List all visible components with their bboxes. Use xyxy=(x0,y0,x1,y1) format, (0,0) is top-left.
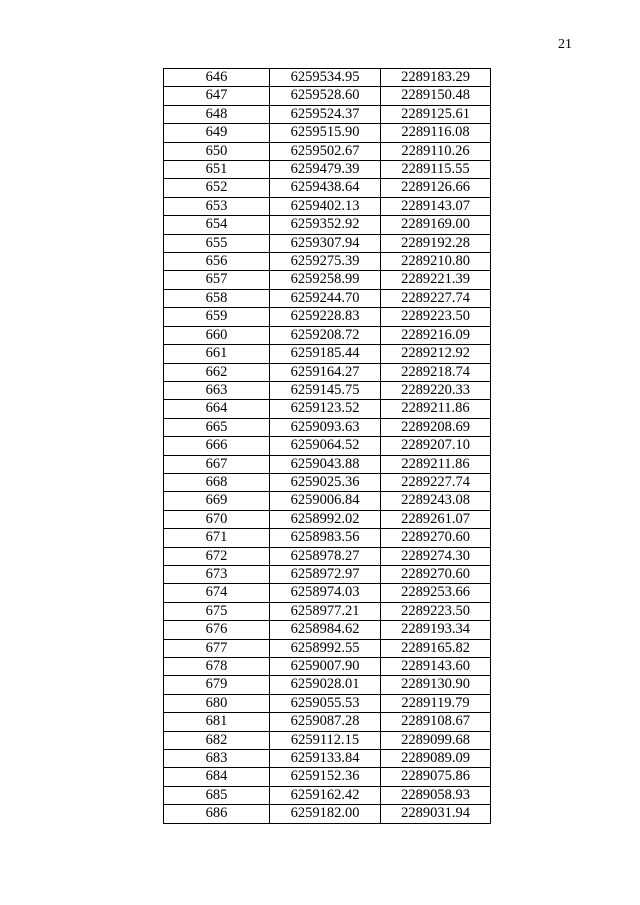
table-row xyxy=(164,547,491,565)
table-row xyxy=(164,418,491,436)
x-coordinate-cell: 6259524.37 xyxy=(270,105,381,123)
point-number-cell: 667 xyxy=(164,455,270,473)
x-coordinate-cell: 6259123.52 xyxy=(270,400,381,418)
point-number-cell: 659 xyxy=(164,308,270,326)
table-row xyxy=(164,584,491,602)
x-coordinate-cell: 6259515.90 xyxy=(270,124,381,142)
y-coordinate-cell: 2289261.07 xyxy=(381,510,491,528)
x-coordinate-cell: 6259145.75 xyxy=(270,381,381,399)
point-number-cell: 650 xyxy=(164,142,270,160)
table-row xyxy=(164,473,491,491)
table-row xyxy=(164,197,491,215)
x-coordinate-cell: 6259093.63 xyxy=(270,418,381,436)
x-coordinate-cell: 6259025.36 xyxy=(270,473,381,491)
x-coordinate-cell: 6259164.27 xyxy=(270,363,381,381)
point-number-cell: 671 xyxy=(164,529,270,547)
y-coordinate-cell: 2289031.94 xyxy=(381,805,491,823)
table-row xyxy=(164,658,491,676)
point-number-cell: 683 xyxy=(164,750,270,768)
y-coordinate-cell: 2289143.07 xyxy=(381,197,491,215)
y-coordinate-cell: 2289270.60 xyxy=(381,565,491,583)
x-coordinate-cell: 6259228.83 xyxy=(270,308,381,326)
y-coordinate-cell: 2289108.67 xyxy=(381,713,491,731)
point-number-cell: 680 xyxy=(164,694,270,712)
y-coordinate-cell: 2289150.48 xyxy=(381,87,491,105)
y-coordinate-cell: 2289125.61 xyxy=(381,105,491,123)
table-row xyxy=(164,786,491,804)
x-coordinate-cell: 6258992.02 xyxy=(270,510,381,528)
x-coordinate-cell: 6259162.42 xyxy=(270,786,381,804)
table-row xyxy=(164,87,491,105)
point-number-cell: 666 xyxy=(164,437,270,455)
point-number-cell: 679 xyxy=(164,676,270,694)
point-number-cell: 646 xyxy=(164,69,270,87)
point-number-cell: 662 xyxy=(164,363,270,381)
table-row xyxy=(164,216,491,234)
x-coordinate-cell: 6259055.53 xyxy=(270,694,381,712)
x-coordinate-cell: 6258974.03 xyxy=(270,584,381,602)
y-coordinate-cell: 2289143.60 xyxy=(381,658,491,676)
point-number-cell: 664 xyxy=(164,400,270,418)
x-coordinate-cell: 6259064.52 xyxy=(270,437,381,455)
table-row xyxy=(164,381,491,399)
y-coordinate-cell: 2289193.34 xyxy=(381,621,491,639)
point-number-cell: 663 xyxy=(164,381,270,399)
y-coordinate-cell: 2289075.86 xyxy=(381,768,491,786)
x-coordinate-cell: 6259152.36 xyxy=(270,768,381,786)
y-coordinate-cell: 2289126.66 xyxy=(381,179,491,197)
y-coordinate-cell: 2289216.09 xyxy=(381,326,491,344)
table-row xyxy=(164,400,491,418)
table-row xyxy=(164,271,491,289)
x-coordinate-cell: 6259352.92 xyxy=(270,216,381,234)
point-number-cell: 675 xyxy=(164,602,270,620)
y-coordinate-cell: 2289208.69 xyxy=(381,418,491,436)
table-row xyxy=(164,326,491,344)
table-row xyxy=(164,510,491,528)
point-number-cell: 668 xyxy=(164,473,270,491)
point-number-cell: 676 xyxy=(164,621,270,639)
y-coordinate-cell: 2289110.26 xyxy=(381,142,491,160)
table-row xyxy=(164,602,491,620)
y-coordinate-cell: 2289183.29 xyxy=(381,69,491,87)
y-coordinate-cell: 2289211.86 xyxy=(381,455,491,473)
table-row xyxy=(164,639,491,657)
y-coordinate-cell: 2289192.28 xyxy=(381,234,491,252)
table-row xyxy=(164,731,491,749)
y-coordinate-cell: 2289220.33 xyxy=(381,381,491,399)
x-coordinate-cell: 6258984.62 xyxy=(270,621,381,639)
x-coordinate-cell: 6259528.60 xyxy=(270,87,381,105)
table-row xyxy=(164,105,491,123)
x-coordinate-cell: 6259185.44 xyxy=(270,345,381,363)
y-coordinate-cell: 2289130.90 xyxy=(381,676,491,694)
point-number-cell: 681 xyxy=(164,713,270,731)
table-row xyxy=(164,455,491,473)
point-number-cell: 661 xyxy=(164,345,270,363)
table-row xyxy=(164,492,491,510)
table-row xyxy=(164,308,491,326)
y-coordinate-cell: 2289227.74 xyxy=(381,289,491,307)
y-coordinate-cell: 2289165.82 xyxy=(381,639,491,657)
x-coordinate-cell: 6259502.67 xyxy=(270,142,381,160)
coordinates-table-body xyxy=(164,69,491,824)
table-row xyxy=(164,234,491,252)
x-coordinate-cell: 6259006.84 xyxy=(270,492,381,510)
x-coordinate-cell: 6259087.28 xyxy=(270,713,381,731)
table-row xyxy=(164,437,491,455)
y-coordinate-cell: 2289099.68 xyxy=(381,731,491,749)
y-coordinate-cell: 2289218.74 xyxy=(381,363,491,381)
point-number-cell: 686 xyxy=(164,805,270,823)
point-number-cell: 651 xyxy=(164,161,270,179)
y-coordinate-cell: 2289089.09 xyxy=(381,750,491,768)
page-number: 21 xyxy=(558,37,572,52)
table-row xyxy=(164,565,491,583)
y-coordinate-cell: 2289221.39 xyxy=(381,271,491,289)
y-coordinate-cell: 2289169.00 xyxy=(381,216,491,234)
x-coordinate-cell: 6259258.99 xyxy=(270,271,381,289)
y-coordinate-cell: 2289115.55 xyxy=(381,161,491,179)
y-coordinate-cell: 2289211.86 xyxy=(381,400,491,418)
point-number-cell: 660 xyxy=(164,326,270,344)
y-coordinate-cell: 2289223.50 xyxy=(381,602,491,620)
table-row xyxy=(164,363,491,381)
x-coordinate-cell: 6259133.84 xyxy=(270,750,381,768)
x-coordinate-cell: 6259043.88 xyxy=(270,455,381,473)
point-number-cell: 677 xyxy=(164,639,270,657)
y-coordinate-cell: 2289210.80 xyxy=(381,253,491,271)
x-coordinate-cell: 6258983.56 xyxy=(270,529,381,547)
table-row xyxy=(164,676,491,694)
table-row xyxy=(164,713,491,731)
point-number-cell: 654 xyxy=(164,216,270,234)
table-row xyxy=(164,161,491,179)
point-number-cell: 670 xyxy=(164,510,270,528)
y-coordinate-cell: 2289270.60 xyxy=(381,529,491,547)
x-coordinate-cell: 6259028.01 xyxy=(270,676,381,694)
y-coordinate-cell: 2289058.93 xyxy=(381,786,491,804)
y-coordinate-cell: 2289243.08 xyxy=(381,492,491,510)
y-coordinate-cell: 2289212.92 xyxy=(381,345,491,363)
table-row xyxy=(164,529,491,547)
point-number-cell: 657 xyxy=(164,271,270,289)
table-row xyxy=(164,805,491,823)
table-row xyxy=(164,253,491,271)
y-coordinate-cell: 2289227.74 xyxy=(381,473,491,491)
point-number-cell: 684 xyxy=(164,768,270,786)
x-coordinate-cell: 6259244.70 xyxy=(270,289,381,307)
table-row xyxy=(164,142,491,160)
point-number-cell: 653 xyxy=(164,197,270,215)
table-row xyxy=(164,621,491,639)
x-coordinate-cell: 6258978.27 xyxy=(270,547,381,565)
y-coordinate-cell: 2289116.08 xyxy=(381,124,491,142)
x-coordinate-cell: 6259438.64 xyxy=(270,179,381,197)
y-coordinate-cell: 2289253.66 xyxy=(381,584,491,602)
point-number-cell: 652 xyxy=(164,179,270,197)
point-number-cell: 674 xyxy=(164,584,270,602)
x-coordinate-cell: 6259307.94 xyxy=(270,234,381,252)
x-coordinate-cell: 6259182.00 xyxy=(270,805,381,823)
point-number-cell: 678 xyxy=(164,658,270,676)
point-number-cell: 649 xyxy=(164,124,270,142)
table-row xyxy=(164,750,491,768)
x-coordinate-cell: 6259479.39 xyxy=(270,161,381,179)
point-number-cell: 656 xyxy=(164,253,270,271)
table-row xyxy=(164,345,491,363)
point-number-cell: 655 xyxy=(164,234,270,252)
x-coordinate-cell: 6258977.21 xyxy=(270,602,381,620)
point-number-cell: 669 xyxy=(164,492,270,510)
point-number-cell: 673 xyxy=(164,565,270,583)
coordinates-table xyxy=(163,68,491,824)
table-row xyxy=(164,124,491,142)
y-coordinate-cell: 2289274.30 xyxy=(381,547,491,565)
x-coordinate-cell: 6258972.97 xyxy=(270,565,381,583)
table-row xyxy=(164,289,491,307)
point-number-cell: 648 xyxy=(164,105,270,123)
point-number-cell: 647 xyxy=(164,87,270,105)
table-row xyxy=(164,69,491,87)
x-coordinate-cell: 6259007.90 xyxy=(270,658,381,676)
point-number-cell: 665 xyxy=(164,418,270,436)
table-row xyxy=(164,694,491,712)
x-coordinate-cell: 6259534.95 xyxy=(270,69,381,87)
point-number-cell: 685 xyxy=(164,786,270,804)
point-number-cell: 658 xyxy=(164,289,270,307)
point-number-cell: 672 xyxy=(164,547,270,565)
table-row xyxy=(164,768,491,786)
y-coordinate-cell: 2289207.10 xyxy=(381,437,491,455)
y-coordinate-cell: 2289119.79 xyxy=(381,694,491,712)
x-coordinate-cell: 6259402.13 xyxy=(270,197,381,215)
x-coordinate-cell: 6258992.55 xyxy=(270,639,381,657)
table-row xyxy=(164,179,491,197)
y-coordinate-cell: 2289223.50 xyxy=(381,308,491,326)
point-number-cell: 682 xyxy=(164,731,270,749)
x-coordinate-cell: 6259208.72 xyxy=(270,326,381,344)
x-coordinate-cell: 6259112.15 xyxy=(270,731,381,749)
x-coordinate-cell: 6259275.39 xyxy=(270,253,381,271)
